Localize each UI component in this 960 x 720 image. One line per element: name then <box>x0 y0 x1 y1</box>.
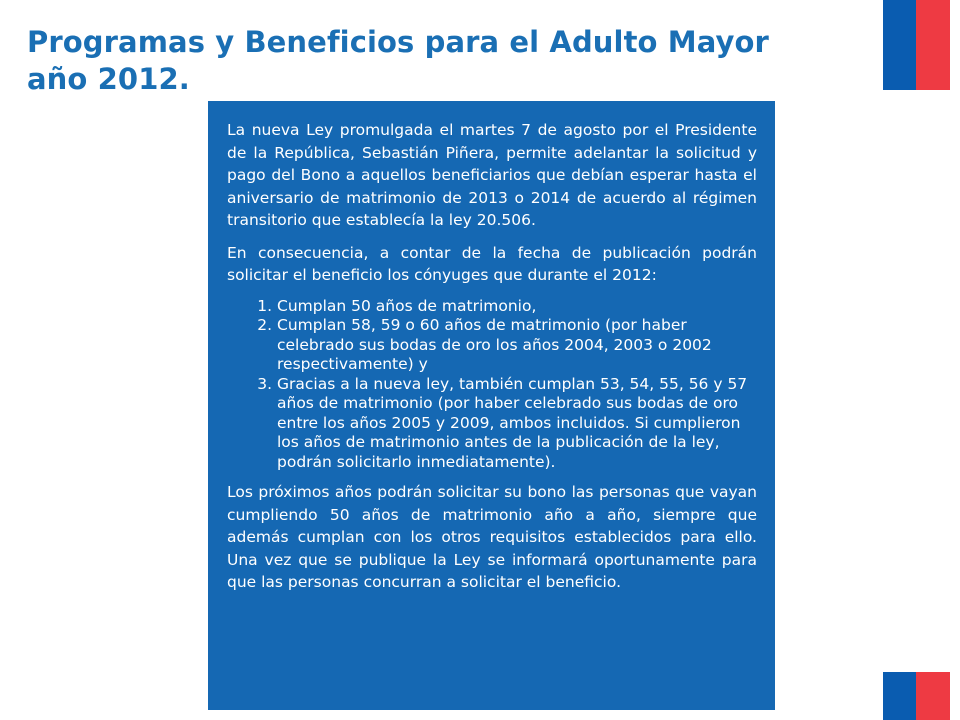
paragraph-law: La nueva Ley promulgada el martes 7 de agosto por el Presidente de la República, Sebastián Piñera, permite adelantar la solicitud y pago del Bono a aquellos beneficiarios que debían esperar hasta el aniversario de matrimonio de 2013 o 2014 de acuerdo al régimen transitorio que establecía la ley 20.506. <box>227 121 757 229</box>
slide-title-line1: Programas y Beneficios para el Adulto Mayor <box>27 25 769 59</box>
info-text-box <box>208 101 775 710</box>
slide-title-line2: año 2012. <box>27 62 190 96</box>
flag-stripe-top <box>883 0 950 90</box>
paragraph-consequence: En consecuencia, a contar de la fecha de publicación podrán solicitar el beneficio los cónyuges que durante el 2012: <box>227 243 757 284</box>
flag-red-band <box>916 0 950 90</box>
requirements-list <box>227 297 757 473</box>
flag-red-band <box>916 672 950 720</box>
flag-stripe-bottom <box>883 672 950 720</box>
list-item: 2. Cumplan 58, 59 o 60 años de matrimonio (por haber celebrado sus bodas de oro los años 2004, 2003 o 2002 respectivamente) y <box>277 316 757 375</box>
list-item: 1. Cumplan 50 años de matrimonio, <box>277 297 757 317</box>
paragraph-future-years: Los próximos años podrán solicitar su bono las personas que vayan cumpliendo 50 años de matrimonio año a año, siempre que además cumplan con los otros requisitos establecidos para ello. Una vez que se publique la Ley se informará oportunamente para que las personas concurran a solicitar el beneficio. <box>227 483 757 591</box>
slide-title <box>27 24 867 98</box>
flag-blue-band <box>883 672 916 720</box>
flag-blue-band <box>883 0 916 90</box>
list-item: 3. Gracias a la nueva ley, también cumplan 53, 54, 55, 56 y 57 años de matrimonio (por haber celebrado sus bodas de oro entre los años 2005 y 2009, ambos incluidos. Si cumplieron los años de matrimonio antes de la publicación de la ley, podrán solicitarlo inmediatamente). <box>277 375 757 473</box>
